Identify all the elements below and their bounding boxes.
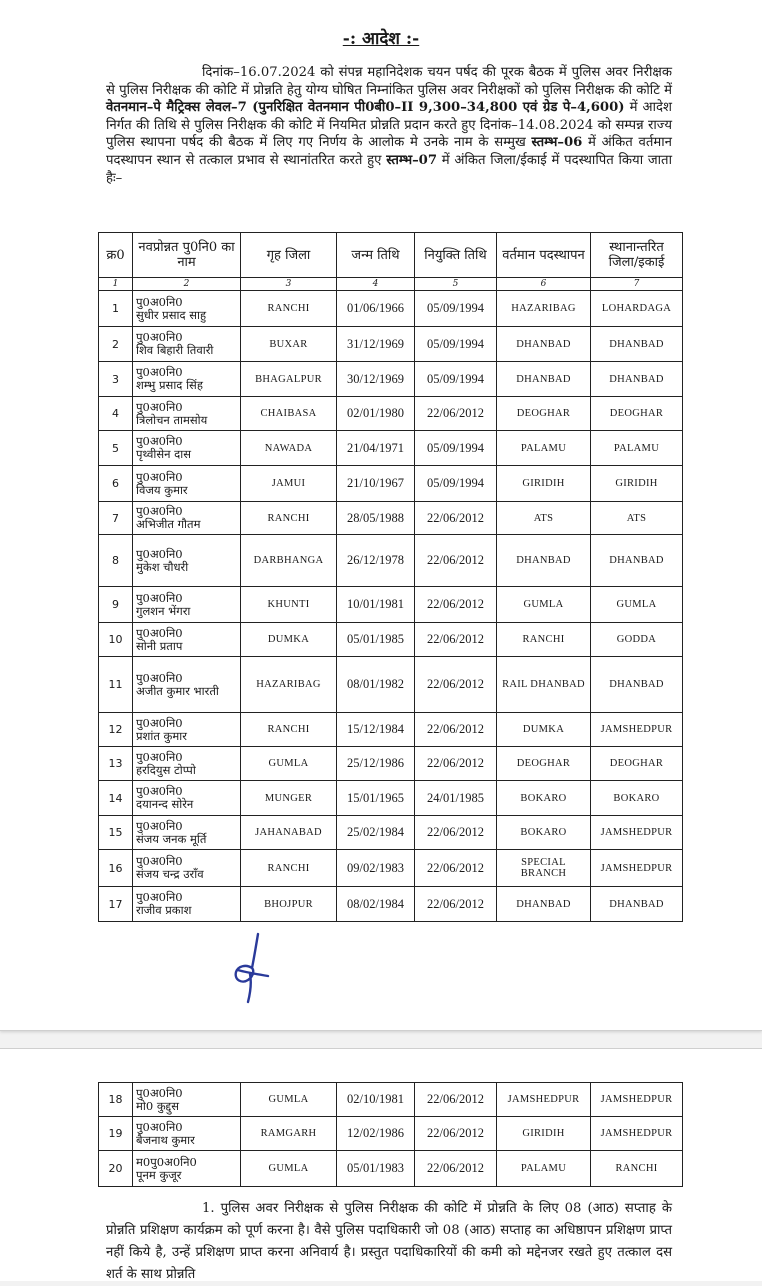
- cell-current-posting: HAZARIBAG: [497, 291, 591, 327]
- cell-home-district: NAWADA: [241, 431, 337, 466]
- cell-dob: 25/02/1984: [337, 816, 415, 850]
- cell-transfer-unit: JAMSHEDPUR: [591, 1083, 683, 1117]
- cell-home-district: BUXAR: [241, 327, 337, 362]
- table-row: [99, 887, 683, 922]
- officer-rank: पु0अ0नि0: [136, 715, 183, 730]
- column-number: 2: [133, 278, 241, 291]
- cell-dob: 05/01/1985: [337, 623, 415, 657]
- cell-current-posting: DEOGHAR: [497, 397, 591, 431]
- table-row: [99, 291, 683, 327]
- cell-dob: 10/01/1981: [337, 587, 415, 623]
- cell-current-posting: DHANBAD: [497, 535, 591, 587]
- cell-appointment-date: 22/06/2012: [415, 816, 497, 850]
- cell-transfer-unit: DHANBAD: [591, 657, 683, 713]
- cell-current-posting: PALAMU: [497, 431, 591, 466]
- table-row: [99, 1151, 683, 1187]
- table-row: [99, 713, 683, 747]
- header-transfer-unit: स्थानान्तरित जिला/इकाई: [591, 233, 683, 278]
- column-number: 3: [241, 278, 337, 291]
- cell-appointment-date: 22/06/2012: [415, 1151, 497, 1187]
- cell-current-posting: DHANBAD: [497, 327, 591, 362]
- cell-current-posting: GIRIDIH: [497, 1117, 591, 1151]
- cell-current-posting: GIRIDIH: [497, 466, 591, 502]
- officer-name: सुधीर प्रसाद साहु: [136, 307, 207, 322]
- table-row: [99, 781, 683, 816]
- cell-serial: 3: [99, 362, 133, 397]
- cell-current-posting: ATS: [497, 502, 591, 535]
- cell-serial: 7: [99, 502, 133, 535]
- cell-home-district: JAHANABAD: [241, 816, 337, 850]
- cell-name: [133, 291, 241, 327]
- column-number: 1: [99, 278, 133, 291]
- promotion-table-continued: [98, 1082, 683, 1187]
- column-number-row: [99, 278, 683, 291]
- officer-rank: पु0अ0नि0: [136, 1119, 183, 1134]
- cell-dob: 15/12/1984: [337, 713, 415, 747]
- cell-name: [133, 327, 241, 362]
- officer-name: गुलशन भेंगरा: [136, 603, 191, 618]
- cell-transfer-unit: DEOGHAR: [591, 397, 683, 431]
- cell-appointment-date: 22/06/2012: [415, 587, 497, 623]
- officer-name: मो0 कुद्दुस: [136, 1098, 179, 1113]
- cell-serial: 5: [99, 431, 133, 466]
- cell-transfer-unit: JAMSHEDPUR: [591, 713, 683, 747]
- cell-appointment-date: 22/06/2012: [415, 1083, 497, 1117]
- cell-transfer-unit: PALAMU: [591, 431, 683, 466]
- cell-dob: 02/01/1980: [337, 397, 415, 431]
- cell-current-posting: RANCHI: [497, 623, 591, 657]
- order-intro-paragraph: दिनांक–16.07.2024 को संपन्न महानिदेशक चयन पर्षद की पूरक बैठक में पुलिस अवर निरीक्षक से पुलिस निरीक्षक की कोटि में प्रोन्नति हेतु योग्य घोषित निम्नांकित पुलिस अवर निरीक्षकों को पुलिस निरीक्षक की कोटि में वेतनमान–पे मैट्रिक्स लेवल–7 (पुनरिक्षित वेतनमान पी0बी0–II 9,300–34,800 एवं ग्रेड पे–4,600) में आदेश निर्गत की तिथि से पुलिस निरीक्षक की कोटि में नियमित प्रोन्नति प्रदान करते हुए दिनांक–14.08.2024 को सम्पन्न राज्य पुलिस स्थापना पर्षद की बैठक में लिए गए निर्णय के आलोक मे उनके नाम के सम्मुख स्तम्भ–06 में अंकित वर्तमान पदस्थापन स्थान से तत्काल प्रभाव से स्थानांतरित करते हुए स्तम्भ–07 में अंकित जिला/ईकाई में पदस्थापित किया जाता हैः–: [106, 65, 672, 186]
- cell-appointment-date: 05/09/1994: [415, 466, 497, 502]
- cell-appointment-date: 05/09/1994: [415, 431, 497, 466]
- cell-home-district: BHOJPUR: [241, 887, 337, 922]
- cell-serial: 2: [99, 327, 133, 362]
- cell-transfer-unit: GIRIDIH: [591, 466, 683, 502]
- officer-name: शम्भु प्रसाद सिंह: [136, 378, 203, 392]
- cell-dob: 08/02/1984: [337, 887, 415, 922]
- officer-name: अभिजीत गौतम: [136, 517, 201, 531]
- officer-rank: पु0अ0नि0: [136, 469, 183, 484]
- cell-name: [133, 397, 241, 431]
- cell-dob: 28/05/1988: [337, 502, 415, 535]
- cell-dob: 21/04/1971: [337, 431, 415, 466]
- column-number: 6: [497, 278, 591, 291]
- cell-serial: 6: [99, 466, 133, 502]
- table-row: [99, 362, 683, 397]
- officer-name: अजीत कुमार भारती: [136, 683, 219, 698]
- table-row: [99, 535, 683, 587]
- cell-appointment-date: 22/06/2012: [415, 623, 497, 657]
- officer-name: दयानन्द सोरेन: [136, 797, 194, 811]
- officer-name: विजय कुमार: [136, 482, 188, 497]
- table-row: [99, 850, 683, 887]
- promotion-table: [98, 232, 683, 922]
- officer-name: शिव बिहारी तिवारी: [136, 343, 214, 357]
- cell-current-posting: DHANBAD: [497, 887, 591, 922]
- cell-serial: 16: [99, 850, 133, 887]
- header-dob: जन्म तिथि: [337, 233, 415, 278]
- cell-name: [133, 781, 241, 816]
- cell-transfer-unit: DEOGHAR: [591, 747, 683, 781]
- officer-rank: पु0अ0नि0: [136, 890, 183, 904]
- cell-current-posting: DHANBAD: [497, 362, 591, 397]
- cell-transfer-unit: DHANBAD: [591, 887, 683, 922]
- cell-transfer-unit: DHANBAD: [591, 362, 683, 397]
- cell-name: [133, 816, 241, 850]
- cell-current-posting: RAIL DHANBAD: [497, 657, 591, 713]
- officer-rank: पु0अ0नि0: [136, 504, 183, 518]
- officer-rank: पु0अ0नि0: [136, 784, 183, 798]
- cell-home-district: RANCHI: [241, 291, 337, 327]
- officer-rank: पु0अ0नि0: [136, 1085, 183, 1100]
- cell-appointment-date: 05/09/1994: [415, 327, 497, 362]
- cell-transfer-unit: LOHARDAGA: [591, 291, 683, 327]
- column-number: 5: [415, 278, 497, 291]
- cell-appointment-date: 22/06/2012: [415, 1117, 497, 1151]
- order-title: -: आदेश :-: [342, 29, 420, 49]
- table-row: [99, 657, 683, 713]
- cell-serial: 14: [99, 781, 133, 816]
- table-row: [99, 747, 683, 781]
- cell-dob: 15/01/1965: [337, 781, 415, 816]
- cell-appointment-date: 22/06/2012: [415, 535, 497, 587]
- cell-current-posting: GUMLA: [497, 587, 591, 623]
- cell-current-posting: PALAMU: [497, 1151, 591, 1187]
- cell-current-posting: BOKARO: [497, 781, 591, 816]
- officer-name: पृथ्वीसेन दास: [136, 447, 192, 461]
- cell-serial: 8: [99, 535, 133, 587]
- table-row: [99, 327, 683, 362]
- officer-name: संजय जनक मूर्ति: [136, 831, 207, 846]
- cell-home-district: DARBHANGA: [241, 535, 337, 587]
- officer-name: पूनम कुजूर: [136, 1167, 182, 1182]
- officer-name: हरदियुस टोप्पो: [136, 762, 196, 777]
- table-row: [99, 1083, 683, 1117]
- header-appointment-date: नियुक्ति तिथि: [415, 233, 497, 278]
- cell-serial: 1: [99, 291, 133, 327]
- cell-home-district: GUMLA: [241, 1151, 337, 1187]
- officer-rank: पु0अ0नि0: [136, 670, 183, 685]
- cell-name: [133, 657, 241, 713]
- table-row: [99, 431, 683, 466]
- cell-transfer-unit: GUMLA: [591, 587, 683, 623]
- cell-home-district: RAMGARH: [241, 1117, 337, 1151]
- cell-transfer-unit: DHANBAD: [591, 327, 683, 362]
- officer-rank: पु0अ0नि0: [136, 399, 183, 414]
- cell-appointment-date: 22/06/2012: [415, 657, 497, 713]
- cell-transfer-unit: BOKARO: [591, 781, 683, 816]
- cell-current-posting: DEOGHAR: [497, 747, 591, 781]
- cell-name: [133, 1117, 241, 1151]
- officer-rank: म0पु0अ0नि0: [136, 1154, 197, 1169]
- cell-appointment-date: 22/06/2012: [415, 502, 497, 535]
- cell-name: [133, 887, 241, 922]
- cell-serial: 19: [99, 1117, 133, 1151]
- condition-note: 1. पुलिस अवर निरीक्षक से पुलिस निरीक्षक की कोटि में प्रोन्नति के लिए 08 (आठ) सप्ताह के प्रोन्नति प्रशिक्षण कार्यक्रम को पूर्ण करना है। वैसे पुलिस पदाधिकारी जो 08 (आठ) सप्ताह का अधिष्ठापन प्रशिक्षण प्राप्त नहीं किये है, उन्हें प्रशिक्षण प्राप्त करना अनिवार्य है। प्रस्तुत पदाधिकारियों की कमी को मद्देनजर रखते हुए तत्काल दस शर्त के साथ प्रोन्नति: [106, 1201, 672, 1282]
- cell-serial: 10: [99, 623, 133, 657]
- column-number: 4: [337, 278, 415, 291]
- column-number: 7: [591, 278, 683, 291]
- table-row: [99, 502, 683, 535]
- cell-transfer-unit: DHANBAD: [591, 535, 683, 587]
- cell-home-district: GUMLA: [241, 747, 337, 781]
- officer-name: संजय चन्द्र उराँव: [136, 867, 204, 881]
- cell-transfer-unit: JAMSHEDPUR: [591, 1117, 683, 1151]
- cell-current-posting: SPECIAL BRANCH: [497, 850, 591, 887]
- cell-home-district: BHAGALPUR: [241, 362, 337, 397]
- cell-appointment-date: 22/06/2012: [415, 887, 497, 922]
- cell-current-posting: BOKARO: [497, 816, 591, 850]
- officer-rank: पु0अ0नि0: [136, 625, 183, 640]
- cell-name: [133, 747, 241, 781]
- cell-home-district: RANCHI: [241, 850, 337, 887]
- cell-home-district: GUMLA: [241, 1083, 337, 1117]
- table-row: [99, 466, 683, 502]
- cell-current-posting: JAMSHEDPUR: [497, 1083, 591, 1117]
- cell-dob: 01/06/1966: [337, 291, 415, 327]
- officer-name: राजीव प्रकाश: [136, 903, 192, 917]
- cell-dob: 12/02/1986: [337, 1117, 415, 1151]
- promotion-table-continued-body: [99, 1083, 683, 1187]
- officer-rank: पु0अ0नि0: [136, 749, 183, 764]
- officer-name: प्रशांत कुमार: [136, 728, 187, 743]
- cell-name: [133, 466, 241, 502]
- cell-name: [133, 1151, 241, 1187]
- header-current-posting: वर्तमान पदस्थापन: [497, 233, 591, 278]
- cell-home-district: MUNGER: [241, 781, 337, 816]
- officer-name: बैजनाथ कुमार: [136, 1132, 195, 1147]
- cell-dob: 08/01/1982: [337, 657, 415, 713]
- cell-name: [133, 587, 241, 623]
- cell-dob: 21/10/1967: [337, 466, 415, 502]
- officer-rank: पु0अ0नि0: [136, 294, 183, 309]
- cell-home-district: DUMKA: [241, 623, 337, 657]
- header-home-district: गृह जिला: [241, 233, 337, 278]
- officer-rank: पु0अ0नि0: [136, 330, 183, 344]
- officer-rank: पु0अ0नि0: [136, 590, 183, 605]
- officer-rank: पु0अ0नि0: [136, 546, 183, 561]
- officer-name: सोनी प्रताप: [136, 638, 183, 653]
- cell-name: [133, 502, 241, 535]
- cell-current-posting: DUMKA: [497, 713, 591, 747]
- cell-appointment-date: 22/06/2012: [415, 397, 497, 431]
- cell-appointment-date: 22/06/2012: [415, 850, 497, 887]
- table-row: [99, 1117, 683, 1151]
- cell-name: [133, 850, 241, 887]
- cell-transfer-unit: GODDA: [591, 623, 683, 657]
- cell-serial: 13: [99, 747, 133, 781]
- cell-home-district: HAZARIBAG: [241, 657, 337, 713]
- cell-transfer-unit: ATS: [591, 502, 683, 535]
- cell-appointment-date: 22/06/2012: [415, 713, 497, 747]
- cell-home-district: CHAIBASA: [241, 397, 337, 431]
- cell-serial: 4: [99, 397, 133, 431]
- cell-serial: 20: [99, 1151, 133, 1187]
- table-row: [99, 816, 683, 850]
- cell-home-district: RANCHI: [241, 502, 337, 535]
- cell-home-district: JAMUI: [241, 466, 337, 502]
- cell-appointment-date: 22/06/2012: [415, 747, 497, 781]
- promotion-table-body: [99, 291, 683, 922]
- cell-serial: 18: [99, 1083, 133, 1117]
- table-row: [99, 623, 683, 657]
- cell-name: [133, 713, 241, 747]
- signature-icon: [228, 930, 274, 1004]
- cell-transfer-unit: JAMSHEDPUR: [591, 816, 683, 850]
- officer-rank: पु0अ0नि0: [136, 818, 183, 833]
- cell-dob: 30/12/1969: [337, 362, 415, 397]
- cell-transfer-unit: RANCHI: [591, 1151, 683, 1187]
- cell-dob: 26/12/1978: [337, 535, 415, 587]
- cell-serial: 17: [99, 887, 133, 922]
- officer-name: त्रिलोचन तामसोय: [136, 412, 208, 427]
- cell-name: [133, 535, 241, 587]
- cell-home-district: KHUNTI: [241, 587, 337, 623]
- cell-dob: 09/02/1983: [337, 850, 415, 887]
- header-serial: क्र0: [99, 233, 133, 278]
- cell-transfer-unit: JAMSHEDPUR: [591, 850, 683, 887]
- table-row: [99, 587, 683, 623]
- officer-rank: पु0अ0नि0: [136, 365, 183, 379]
- cell-serial: 11: [99, 657, 133, 713]
- cell-appointment-date: 05/09/1994: [415, 291, 497, 327]
- cell-dob: 05/01/1983: [337, 1151, 415, 1187]
- cell-name: [133, 431, 241, 466]
- officer-rank: पु0अ0नि0: [136, 854, 183, 868]
- officer-name: मुकेश चौधरी: [136, 559, 189, 574]
- cell-dob: 25/12/1986: [337, 747, 415, 781]
- cell-serial: 15: [99, 816, 133, 850]
- cell-home-district: RANCHI: [241, 713, 337, 747]
- cell-appointment-date: 05/09/1994: [415, 362, 497, 397]
- header-name: नवप्रोन्नत पु0नि0 का नाम: [133, 233, 241, 278]
- table-header-row: [99, 233, 683, 278]
- cell-appointment-date: 24/01/1985: [415, 781, 497, 816]
- officer-rank: पु0अ0नि0: [136, 434, 183, 448]
- cell-name: [133, 623, 241, 657]
- cell-name: [133, 1083, 241, 1117]
- cell-dob: 02/10/1981: [337, 1083, 415, 1117]
- table-row: [99, 397, 683, 431]
- cell-serial: 9: [99, 587, 133, 623]
- cell-dob: 31/12/1969: [337, 327, 415, 362]
- cell-name: [133, 362, 241, 397]
- cell-serial: 12: [99, 713, 133, 747]
